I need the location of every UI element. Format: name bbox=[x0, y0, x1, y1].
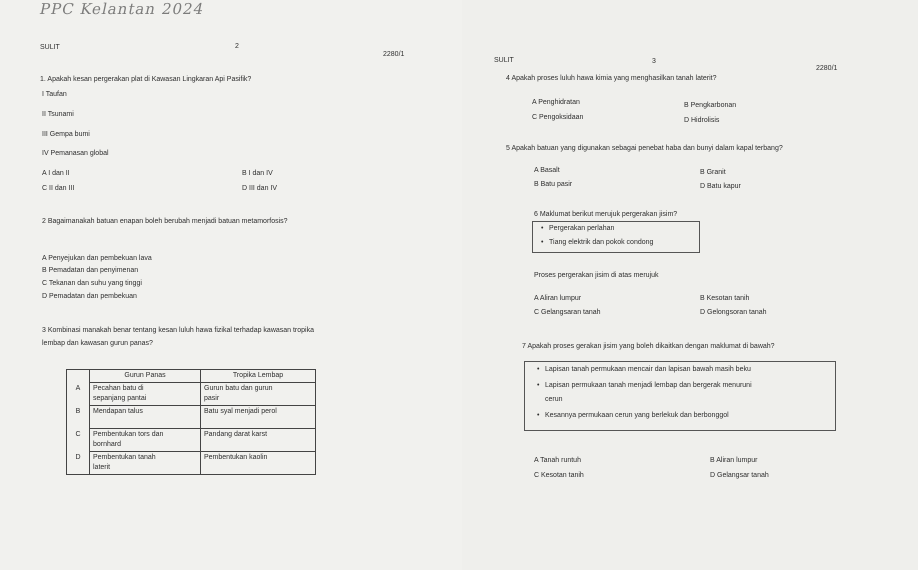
q7-info-box bbox=[524, 361, 836, 431]
q6-option-d[interactable]: D Gelongsoran tanah bbox=[700, 309, 767, 316]
q5-option-a[interactable]: A Basalt bbox=[534, 167, 560, 174]
q6-option-a[interactable]: A Aliran lumpur bbox=[534, 295, 582, 302]
q6-info-item: • Pergerakan perlahan bbox=[549, 224, 614, 233]
q7-info-item: • Kesannya permukaan cerun yang berlekuk dan berbonggol bbox=[545, 411, 729, 420]
sulit-label: SULIT bbox=[40, 44, 60, 51]
table-cell: Batu syal menjadi perol bbox=[204, 408, 277, 415]
q5-option-b[interactable]: B Granit bbox=[700, 169, 726, 176]
q7-info-item: • Lapisan tanah permukaan mencair dan lapisan bawah masih beku bbox=[545, 365, 751, 374]
page-number: 3 bbox=[652, 58, 656, 65]
question-2: 2 Bagaimanakah batuan enapan boleh berubah menjadi batuan metamorfosis? bbox=[42, 218, 288, 225]
paper-code: 2280/1 bbox=[383, 51, 405, 58]
q1-item: IV Pemanasan global bbox=[42, 150, 109, 157]
table-header: Gurun Panas bbox=[90, 370, 201, 383]
row-label: C bbox=[67, 429, 90, 452]
q4-option-b[interactable]: B Pengkarbonan bbox=[684, 102, 737, 109]
q1-option-a[interactable]: A I dan II bbox=[42, 170, 70, 177]
q2-option-d[interactable]: D Pemadatan dan pembekuan bbox=[42, 293, 137, 300]
q7-option-c[interactable]: C Kesotan tanih bbox=[534, 472, 584, 479]
table-cell: sepanjang pantai bbox=[93, 395, 147, 402]
question-7: 7 Apakah proses gerakan jisim yang boleh dikaitkan dengan maklumat di bawah? bbox=[522, 343, 775, 350]
table-cell: Gurun batu dan gurun bbox=[204, 385, 273, 392]
q4-option-a[interactable]: A Penghidratan bbox=[532, 99, 580, 106]
table-cell: Pembentukan tanah bbox=[93, 454, 156, 461]
row-label: B bbox=[67, 406, 90, 429]
q6-option-b[interactable]: B Kesotan tanih bbox=[700, 295, 750, 302]
q1-item: III Gempa bumi bbox=[42, 131, 90, 138]
page-number: 2 bbox=[235, 43, 239, 50]
table-cell: Pembentukan kaolin bbox=[204, 454, 268, 461]
q6-info-box bbox=[532, 221, 700, 253]
question-4: 4 Apakah proses luluh hawa kimia yang menghasilkan tanah laterit? bbox=[506, 75, 717, 82]
q7-option-d[interactable]: D Gelangsar tanah bbox=[710, 472, 769, 479]
q1-option-c[interactable]: C II dan III bbox=[42, 185, 75, 192]
q1-item: II Tsunami bbox=[42, 111, 74, 118]
q1-option-b[interactable]: B I dan IV bbox=[242, 170, 273, 177]
q7-info-item-cont: cerun bbox=[545, 396, 563, 403]
question-1: 1. Apakah kesan pergerakan plat di Kawasan Lingkaran Api Pasifik? bbox=[40, 76, 252, 83]
table-cell: Pembentukan tors dan bbox=[93, 431, 164, 438]
row-label: A bbox=[67, 383, 90, 406]
paper-code: 2280/1 bbox=[816, 65, 838, 72]
row-label: D bbox=[67, 452, 90, 475]
q7-option-b[interactable]: B Aliran lumpur bbox=[710, 457, 758, 464]
q2-option-b[interactable]: B Pemadatan dan penyimenan bbox=[42, 267, 139, 274]
q1-option-d[interactable]: D III dan IV bbox=[242, 185, 278, 192]
table-cell: laterit bbox=[93, 464, 111, 471]
q7-info-item: • Lapisan permukaan tanah menjadi lembap dan bergerak menuruni bbox=[545, 381, 752, 390]
q4-option-c[interactable]: C Pengoksidaan bbox=[532, 114, 584, 121]
table-cell: Mendapan talus bbox=[93, 408, 143, 415]
q3-answer-table bbox=[66, 369, 316, 475]
q6-info-item: • Tiang elektrik dan pokok condong bbox=[549, 238, 653, 247]
table-cell: bornhard bbox=[93, 441, 122, 448]
right-page bbox=[462, 0, 918, 570]
q1-item: I Taufan bbox=[42, 91, 67, 98]
q5-option-d[interactable]: D Batu kapur bbox=[700, 183, 741, 190]
q2-option-a[interactable]: A Penyejukan dan pembekuan lava bbox=[42, 255, 152, 262]
q6-option-c[interactable]: C Gelangsaran tanah bbox=[534, 309, 601, 316]
q6-prompt: Proses pergerakan jisim di atas merujuk bbox=[534, 272, 659, 279]
table-cell: Pecahan batu di bbox=[93, 385, 144, 392]
table-cell: Pandang darat karst bbox=[204, 431, 268, 438]
q4-option-d[interactable]: D Hidrolisis bbox=[684, 117, 720, 124]
question-3-cont: lembap dan kawasan gurun panas? bbox=[42, 340, 153, 347]
table-header: Tropika Lembap bbox=[201, 370, 316, 383]
q7-option-a[interactable]: A Tanah runtuh bbox=[534, 457, 581, 464]
table-cell: pasir bbox=[204, 395, 220, 402]
handwritten-note: PPC Kelantan 2024 bbox=[38, 0, 207, 18]
question-5: 5 Apakah batuan yang digunakan sebagai penebat haba dan bunyi dalam kapal terbang? bbox=[506, 145, 783, 152]
table-row[interactable] bbox=[67, 383, 316, 406]
q2-option-c[interactable]: C Tekanan dan suhu yang tinggi bbox=[42, 280, 142, 287]
q5-option-b2[interactable]: B Batu pasir bbox=[534, 181, 573, 188]
question-6: 6 Maklumat berikut merujuk pergerakan jisim? bbox=[534, 211, 678, 218]
sulit-label: SULIT bbox=[494, 57, 514, 64]
question-3: 3 Kombinasi manakah benar tentang kesan luluh hawa fizikal terhadap kawasan tropika bbox=[42, 327, 315, 334]
table-row[interactable] bbox=[67, 452, 316, 475]
table-row[interactable] bbox=[67, 429, 316, 452]
table-row[interactable] bbox=[67, 406, 316, 429]
